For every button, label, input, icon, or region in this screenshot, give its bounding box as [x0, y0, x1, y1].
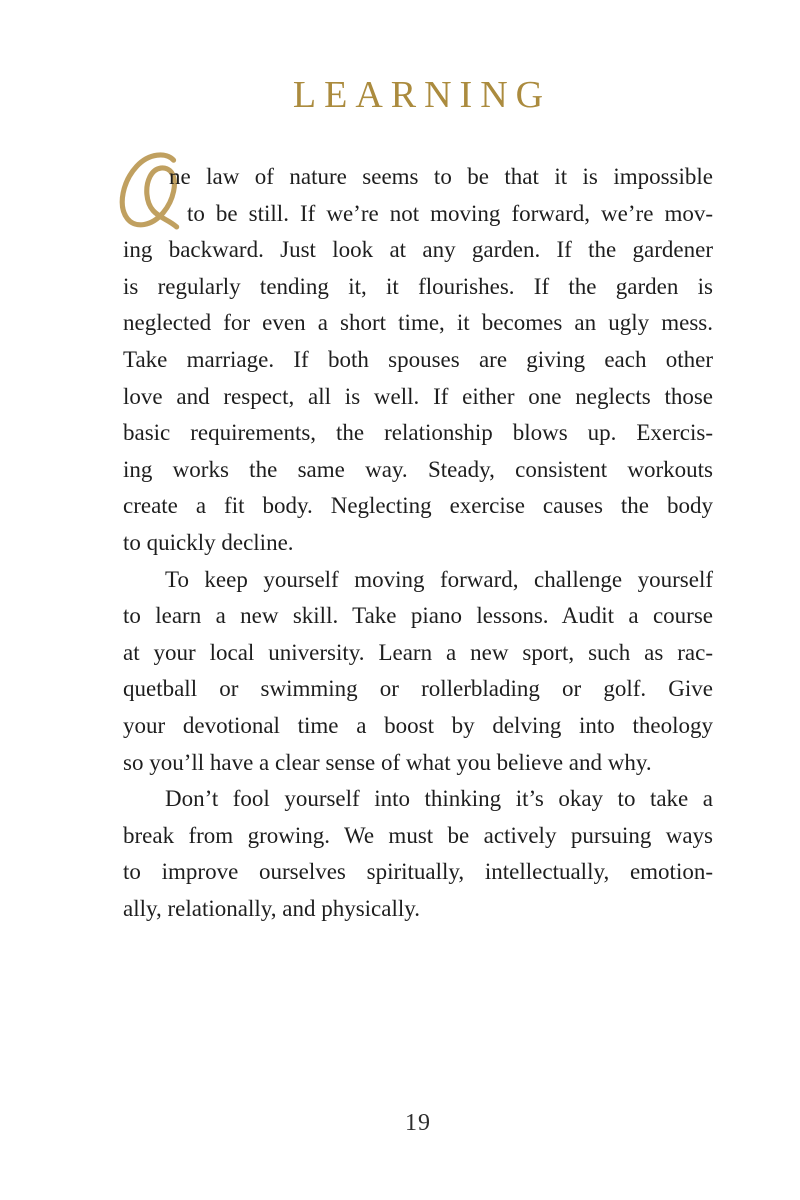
- text-line-content: ing works the same way. Steady, consistent workouts: [123, 456, 713, 482]
- text-line: [123, 708, 713, 745]
- text-line: [123, 488, 713, 525]
- text-line: [123, 159, 713, 196]
- text-line: [123, 562, 713, 599]
- text-line: [123, 452, 713, 489]
- body-text: [123, 159, 713, 927]
- text-line-content: Don’t fool yourself into thinking it’s okay to take a: [165, 786, 713, 812]
- text-line: [123, 342, 713, 379]
- text-line-content: to quickly decline.: [123, 529, 294, 555]
- text-line: [123, 635, 713, 672]
- text-line-content: basic requirements, the relationship blows up. Exercis-: [123, 420, 713, 446]
- text-line: [123, 671, 713, 708]
- text-line-content: break from growing. We must be actively pursuing ways: [123, 822, 713, 848]
- text-line: [123, 891, 713, 928]
- text-line-content: To keep yourself moving forward, challenge yourself: [165, 566, 713, 592]
- text-line-content: to be still. If we’re not moving forward, we’re mov-: [187, 200, 713, 226]
- text-line: [123, 379, 713, 416]
- text-line: [123, 232, 713, 269]
- text-line-content: to improve ourselves spiritually, intellectually, emotion-: [123, 859, 713, 885]
- text-line-content: is regularly tending it, it flourishes. If the garden is: [123, 273, 713, 299]
- text-line-content: at your local university. Learn a new sport, such as rac-: [123, 639, 713, 665]
- text-line: [123, 854, 713, 891]
- text-line: [123, 598, 713, 635]
- text-line: [123, 745, 713, 782]
- text-line-content: Take marriage. If both spouses are giving each other: [123, 346, 713, 372]
- text-line-content: love and respect, all is well. If either one neglects those: [123, 383, 713, 409]
- text-line: [123, 525, 713, 562]
- text-line-content: your devotional time a boost by delving into theology: [123, 712, 713, 738]
- text-line: [123, 415, 713, 452]
- text-line-content: quetball or swimming or rollerblading or golf. Give: [123, 676, 713, 702]
- text-line: [123, 818, 713, 855]
- text-line-content: so you’ll have a clear sense of what you believe and why.: [123, 749, 652, 775]
- page-number: 19: [405, 1110, 431, 1136]
- chapter-title: LEARNING: [292, 74, 552, 116]
- text-line-content: neglected for even a short time, it becomes an ugly mess.: [123, 310, 713, 336]
- text-line: [123, 305, 713, 342]
- text-line-content: to learn a new skill. Take piano lessons. Audit a course: [123, 603, 713, 629]
- text-line-content: ing backward. Just look at any garden. If the gardener: [123, 237, 713, 263]
- text-line: [123, 196, 713, 233]
- text-line-content: ally, relationally, and physically.: [123, 895, 420, 921]
- text-line-content: create a fit body. Neglecting exercise causes the body: [123, 493, 713, 519]
- text-line-content: ne law of nature seems to be that it is impossible: [169, 164, 713, 189]
- text-line: [123, 781, 713, 818]
- text-line: [123, 269, 713, 306]
